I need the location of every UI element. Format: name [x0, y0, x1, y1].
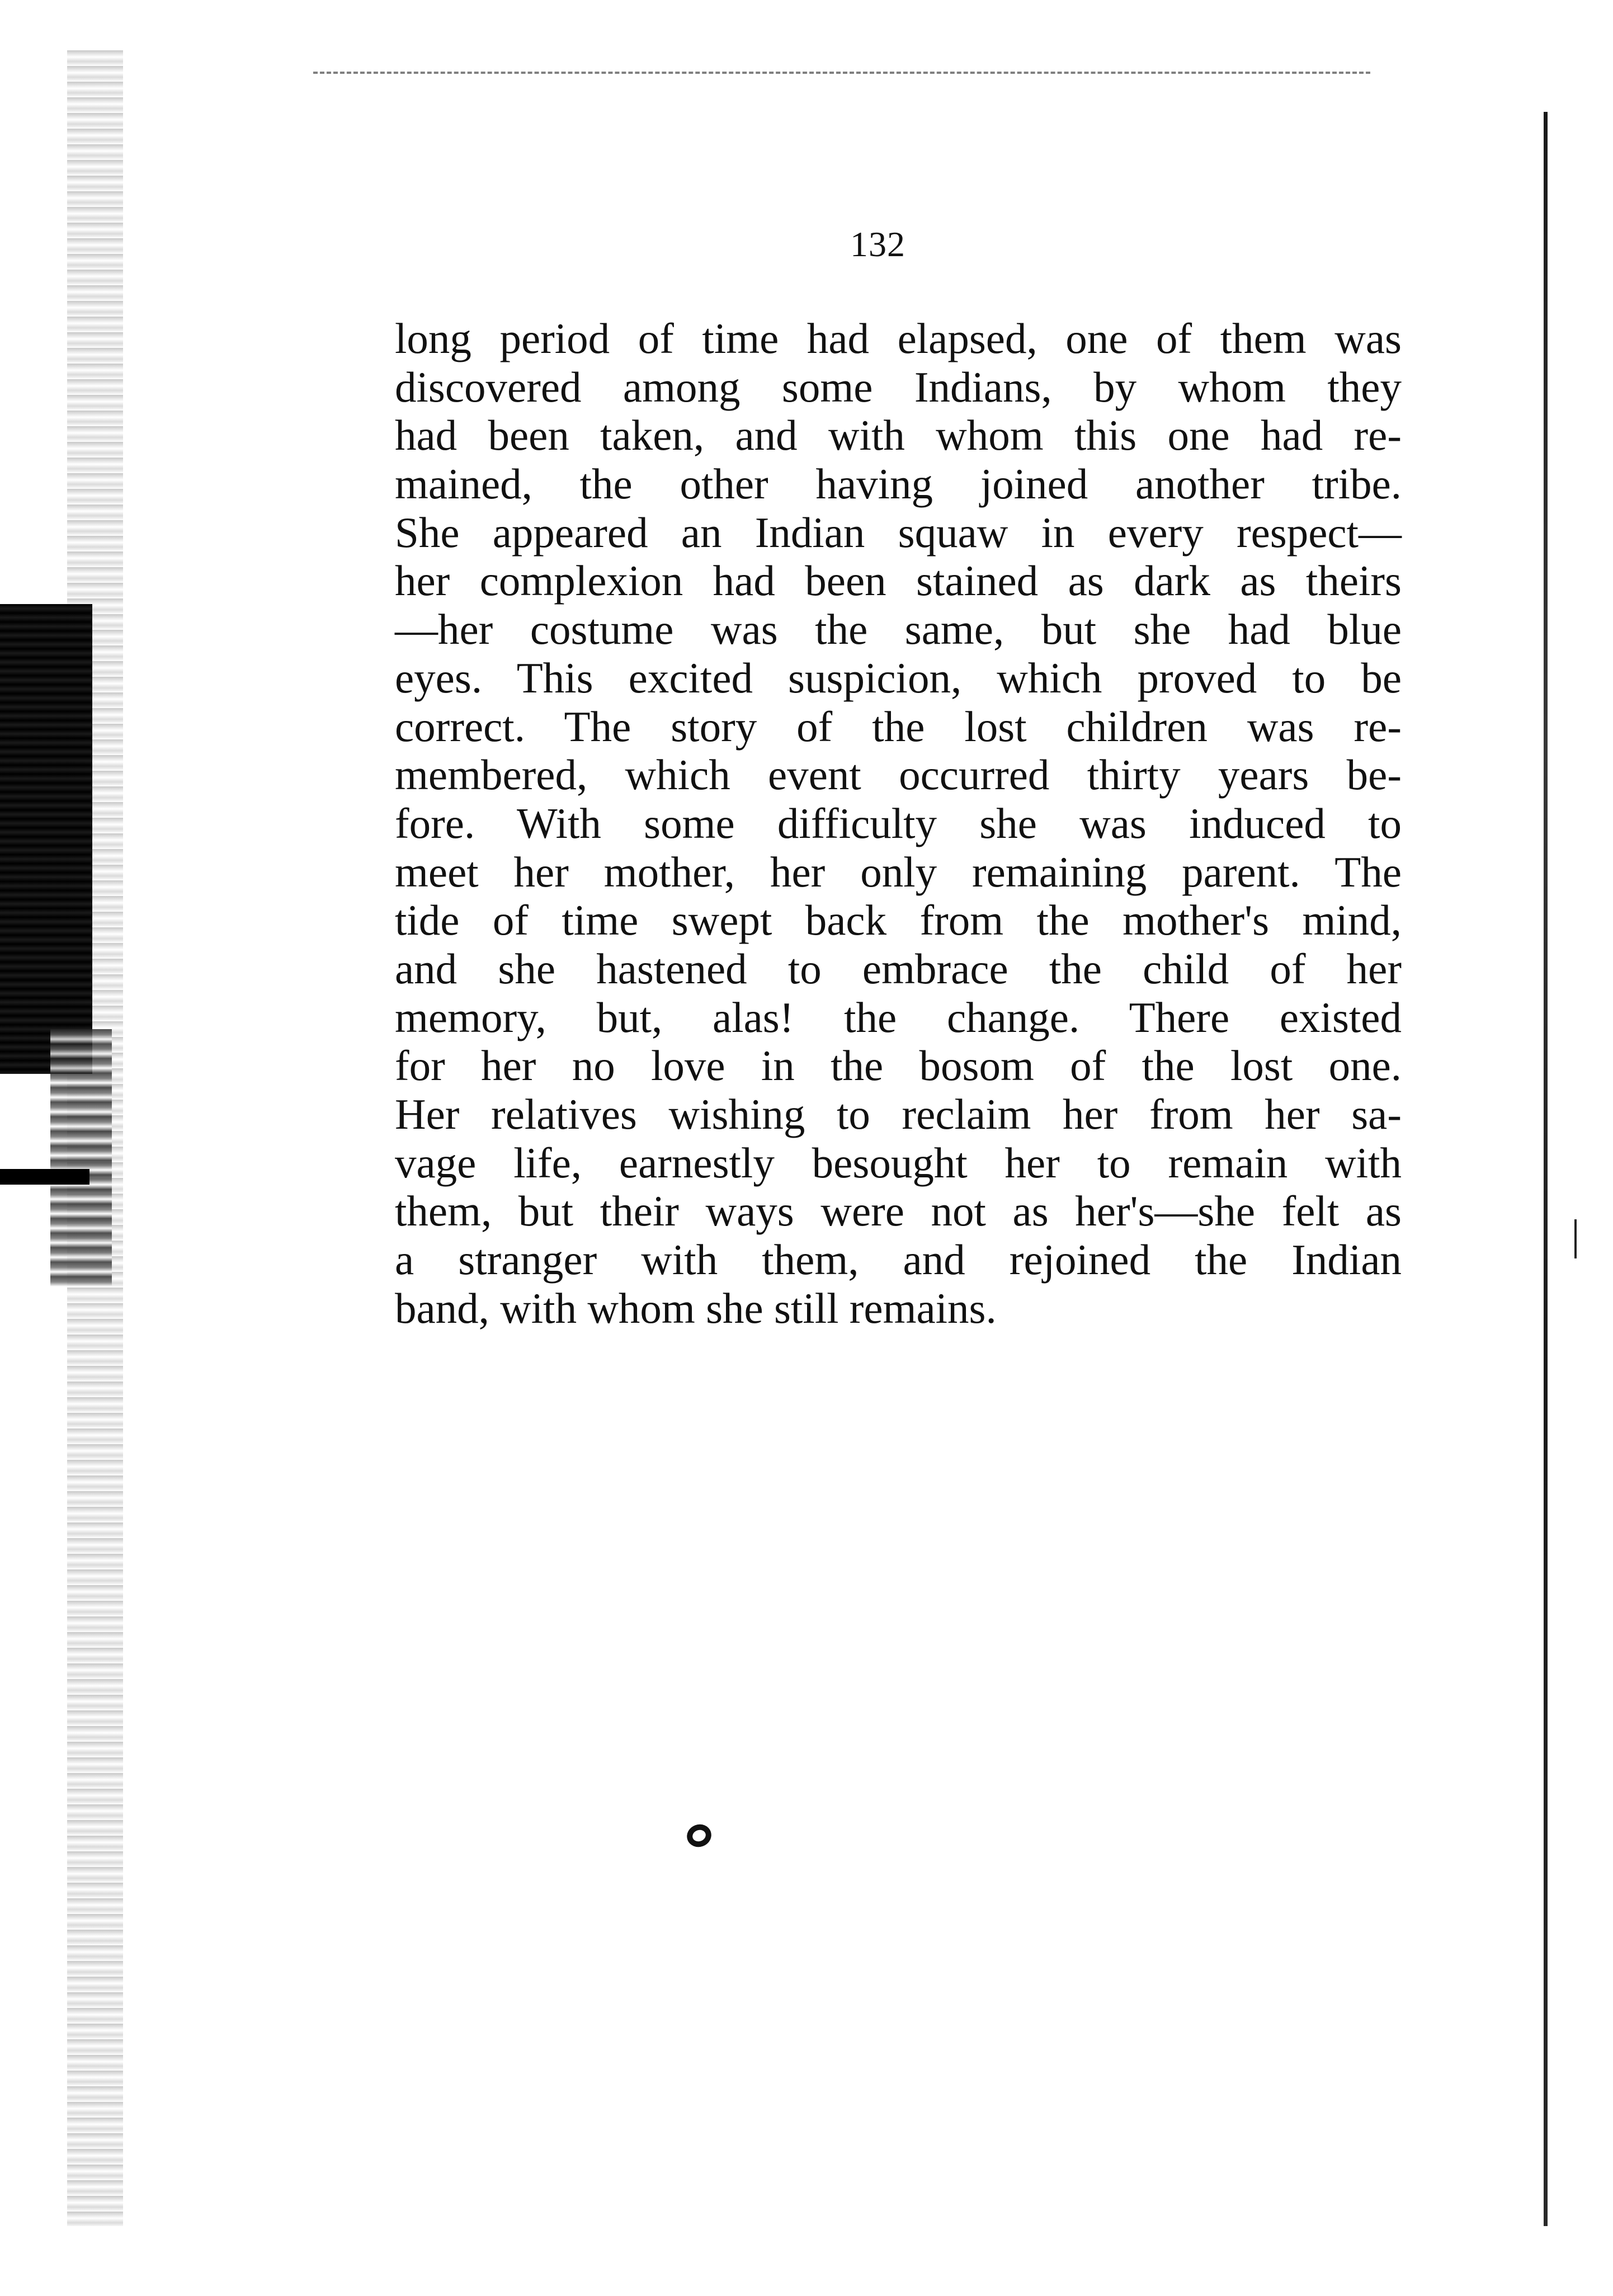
- text-line: a stranger with them, and rejoined the Indian: [395, 1236, 1402, 1284]
- text-line: tide of time swept back from the mother's mind,: [395, 896, 1402, 945]
- text-line: for her no love in the bosom of the lost one.: [395, 1041, 1402, 1090]
- text-line: discovered among some Indians, by whom they: [395, 362, 1402, 411]
- text-line: vage life, earnestly besought her to remain with: [395, 1138, 1402, 1187]
- text-line: eyes. This excited suspicion, which proved to be: [395, 653, 1402, 702]
- text-line: had been taken, and with whom this one had re-: [395, 411, 1402, 460]
- scan-right-mark: [1574, 1219, 1577, 1258]
- scan-binding-mark: [0, 1169, 89, 1185]
- text-line: band, with whom she still remains.: [395, 1284, 997, 1332]
- text-line: memory, but, alas! the change. There existed: [395, 993, 1402, 1041]
- scan-top-rule: [313, 72, 1370, 74]
- text-line: them, but their ways were not as her's—she felt as: [395, 1187, 1402, 1236]
- text-line: correct. The story of the lost children was re-: [395, 702, 1402, 751]
- ink-blot: [683, 1821, 714, 1851]
- scan-right-rule: [1544, 112, 1548, 2226]
- text-line: and she hastened to embrace the child of her: [395, 944, 1402, 993]
- text-line: meet her mother, her only remaining parent. The: [395, 847, 1402, 896]
- text-line: long period of time had elapsed, one of them was: [395, 314, 1402, 362]
- text-line: membered, which event occurred thirty years be-: [395, 751, 1402, 799]
- page-number: 132: [850, 224, 905, 264]
- body-text: [395, 314, 1402, 1332]
- text-line: She appeared an Indian squaw in every respect—: [395, 508, 1402, 557]
- scan-binding-noise: [50, 1029, 112, 1286]
- text-line: Her relatives wishing to reclaim her from her sa-: [395, 1090, 1402, 1138]
- scan-binding-shadow: [0, 604, 92, 1074]
- text-line: mained, the other having joined another tribe.: [395, 460, 1402, 508]
- text-line: fore. With some difficulty she was induced to: [395, 799, 1402, 847]
- text-line: her complexion had been stained as dark as theirs: [395, 557, 1402, 605]
- text-line: —her costume was the same, but she had blue: [395, 605, 1402, 654]
